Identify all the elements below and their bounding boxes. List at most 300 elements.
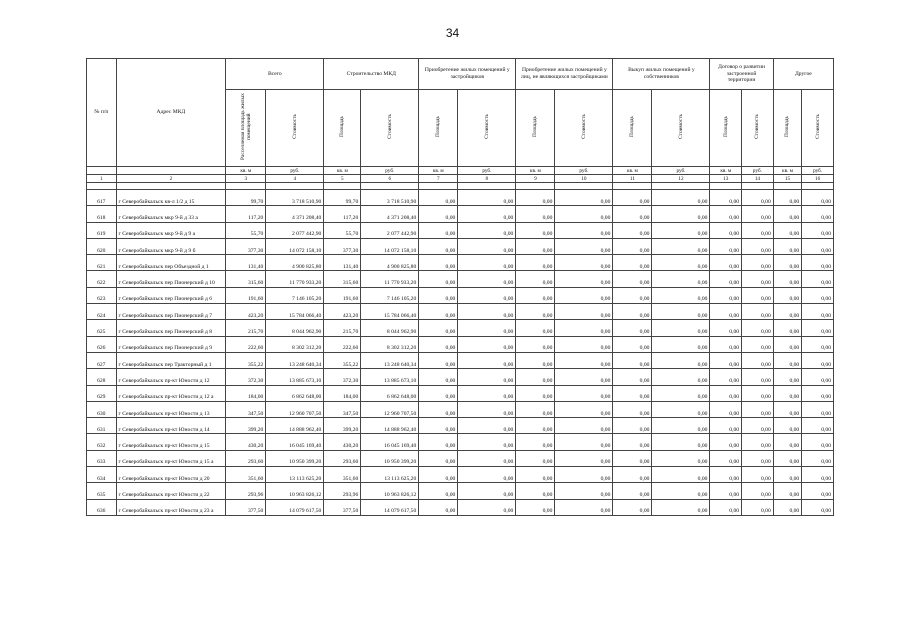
- zero-value-cell: 0,00: [516, 287, 555, 303]
- header-address: Адрес МКД: [116, 59, 226, 167]
- construction-cost-cell: 8 044 962,90: [361, 320, 419, 336]
- zero-value-cell: 0,00: [555, 255, 613, 271]
- address-cell: г Северобайкальск пр-кт Юности д 15: [116, 434, 226, 450]
- total-area-cell: 372,30: [226, 369, 266, 385]
- zero-value-cell: 0,00: [613, 499, 652, 515]
- zero-value-cell: 0,00: [419, 255, 458, 271]
- construction-cost-cell: 10 950 399,20: [361, 450, 419, 466]
- zero-value-cell: 0,00: [710, 467, 742, 483]
- zero-value-cell: 0,00: [742, 499, 774, 515]
- zero-value-cell: 0,00: [458, 483, 516, 499]
- zero-value-cell: 0,00: [419, 483, 458, 499]
- table-row: [87, 206, 834, 222]
- units-cell: руб.: [802, 167, 834, 175]
- zero-value-cell: 0,00: [516, 271, 555, 287]
- zero-value-cell: 0,00: [742, 271, 774, 287]
- column-number: 2: [116, 175, 226, 183]
- zero-value-cell: 0,00: [419, 287, 458, 303]
- spacer-cell: [802, 183, 834, 190]
- row-number: 624: [87, 304, 117, 320]
- zero-value-cell: 0,00: [555, 467, 613, 483]
- total-cost-cell: 13 885 673,10: [266, 369, 324, 385]
- zero-value-cell: 0,00: [773, 206, 801, 222]
- header-row-no: № п/п: [87, 59, 117, 167]
- header-subcolumn-label: Площадь: [784, 116, 791, 138]
- construction-area-cell: 355,22: [324, 352, 361, 368]
- header-subcolumn-label: Стоимость: [580, 114, 587, 140]
- address-cell: г Северобайкальск пер Пионерский д 10: [116, 271, 226, 287]
- zero-value-cell: 0,00: [742, 255, 774, 271]
- zero-value-cell: 0,00: [742, 320, 774, 336]
- zero-value-cell: 0,00: [613, 401, 652, 417]
- column-number: 10: [555, 175, 613, 183]
- construction-cost-cell: 13 248 640,34: [361, 352, 419, 368]
- total-cost-cell: 14 072 158,10: [266, 238, 324, 254]
- zero-value-cell: 0,00: [516, 304, 555, 320]
- zero-value-cell: 0,00: [613, 352, 652, 368]
- zero-value-cell: 0,00: [419, 369, 458, 385]
- units-cell: [116, 167, 226, 175]
- construction-cost-cell: 14 079 617,50: [361, 499, 419, 515]
- construction-area-cell: 351,60: [324, 467, 361, 483]
- construction-cost-cell: 14 072 158,10: [361, 238, 419, 254]
- zero-value-cell: 0,00: [710, 287, 742, 303]
- total-cost-cell: 10 963 826,12: [266, 483, 324, 499]
- zero-value-cell: 0,00: [419, 467, 458, 483]
- units-cell: [87, 167, 117, 175]
- header-group: Договор о развитии застроенной территории: [710, 59, 773, 90]
- table-row: [87, 190, 834, 206]
- spacer-cell: [652, 183, 710, 190]
- column-number: 5: [324, 175, 361, 183]
- header-subcolumn: [516, 90, 555, 167]
- zero-value-cell: 0,00: [773, 352, 801, 368]
- zero-value-cell: 0,00: [458, 434, 516, 450]
- header-subcolumn: [226, 90, 266, 167]
- zero-value-cell: 0,00: [802, 434, 834, 450]
- zero-value-cell: 0,00: [802, 369, 834, 385]
- zero-value-cell: 0,00: [742, 385, 774, 401]
- row-number: 636: [87, 499, 117, 515]
- zero-value-cell: 0,00: [555, 401, 613, 417]
- zero-value-cell: 0,00: [516, 483, 555, 499]
- zero-value-cell: 0,00: [652, 238, 710, 254]
- zero-value-cell: 0,00: [742, 336, 774, 352]
- zero-value-cell: 0,00: [613, 255, 652, 271]
- total-cost-cell: 2 077 442,90: [266, 222, 324, 238]
- header-subcolumn: [266, 90, 324, 167]
- zero-value-cell: 0,00: [516, 190, 555, 206]
- construction-cost-cell: 4 900 825,80: [361, 255, 419, 271]
- zero-value-cell: 0,00: [773, 238, 801, 254]
- header-group: Приобретение жилых помещений у лиц, не являющихся застройщиками: [516, 59, 613, 90]
- total-cost-cell: 13 113 625,20: [266, 467, 324, 483]
- row-number: 617: [87, 190, 117, 206]
- zero-value-cell: 0,00: [458, 401, 516, 417]
- zero-value-cell: 0,00: [802, 304, 834, 320]
- zero-value-cell: 0,00: [555, 320, 613, 336]
- zero-value-cell: 0,00: [458, 222, 516, 238]
- zero-value-cell: 0,00: [419, 418, 458, 434]
- zero-value-cell: 0,00: [613, 467, 652, 483]
- header-group: Выкуп жилых помещений у собственников: [613, 59, 710, 90]
- row-number: 635: [87, 483, 117, 499]
- address-cell: г Северобайкальск пер Пионерский д 6: [116, 287, 226, 303]
- zero-value-cell: 0,00: [458, 190, 516, 206]
- zero-value-cell: 0,00: [555, 418, 613, 434]
- address-cell: г Северобайкальск мкр 9-й д 33 а: [116, 206, 226, 222]
- zero-value-cell: 0,00: [419, 385, 458, 401]
- total-area-cell: 355,22: [226, 352, 266, 368]
- zero-value-cell: 0,00: [802, 467, 834, 483]
- table-row: [87, 467, 834, 483]
- zero-value-cell: 0,00: [742, 483, 774, 499]
- zero-value-cell: 0,00: [516, 238, 555, 254]
- total-cost-cell: 8 302 312,20: [266, 336, 324, 352]
- total-cost-cell: 12 960 707,50: [266, 401, 324, 417]
- zero-value-cell: 0,00: [652, 320, 710, 336]
- zero-value-cell: 0,00: [516, 434, 555, 450]
- zero-value-cell: 0,00: [802, 206, 834, 222]
- total-area-cell: 293,60: [226, 450, 266, 466]
- zero-value-cell: 0,00: [613, 385, 652, 401]
- zero-value-cell: 0,00: [516, 369, 555, 385]
- total-cost-cell: 4 371 208,40: [266, 206, 324, 222]
- zero-value-cell: 0,00: [458, 467, 516, 483]
- total-cost-cell: 10 950 399,20: [266, 450, 324, 466]
- zero-value-cell: 0,00: [652, 434, 710, 450]
- header-subcolumn-label: Площадь: [339, 116, 346, 138]
- header-group: Строительство МКД: [324, 59, 419, 90]
- row-number: 633: [87, 450, 117, 466]
- construction-cost-cell: 11 770 933,20: [361, 271, 419, 287]
- zero-value-cell: 0,00: [710, 271, 742, 287]
- address-cell: г Северобайкальск пр-кт Юности д 23 а: [116, 499, 226, 515]
- row-number: 623: [87, 287, 117, 303]
- table-row: [87, 352, 834, 368]
- construction-area-cell: 55,70: [324, 222, 361, 238]
- zero-value-cell: 0,00: [652, 190, 710, 206]
- total-cost-cell: 11 770 933,20: [266, 271, 324, 287]
- zero-value-cell: 0,00: [419, 352, 458, 368]
- zero-value-cell: 0,00: [613, 271, 652, 287]
- row-number: 631: [87, 418, 117, 434]
- zero-value-cell: 0,00: [555, 304, 613, 320]
- address-cell: г Северобайкальск пр-кт Юности д 12 а: [116, 385, 226, 401]
- header-subcolumn: [652, 90, 710, 167]
- spacer-cell: [87, 183, 117, 190]
- construction-area-cell: 293,60: [324, 450, 361, 466]
- header-subcolumn: [742, 90, 774, 167]
- table-row: [87, 336, 834, 352]
- column-number: 8: [458, 175, 516, 183]
- units-cell: кв. м: [324, 167, 361, 175]
- row-number: 632: [87, 434, 117, 450]
- zero-value-cell: 0,00: [742, 190, 774, 206]
- column-number: 3: [226, 175, 266, 183]
- column-number: 16: [802, 175, 834, 183]
- row-number: 620: [87, 238, 117, 254]
- zero-value-cell: 0,00: [773, 450, 801, 466]
- zero-value-cell: 0,00: [458, 320, 516, 336]
- spacer-cell: [516, 183, 555, 190]
- construction-area-cell: 315,60: [324, 271, 361, 287]
- zero-value-cell: 0,00: [516, 385, 555, 401]
- zero-value-cell: 0,00: [516, 499, 555, 515]
- total-area-cell: 191,60: [226, 287, 266, 303]
- zero-value-cell: 0,00: [555, 190, 613, 206]
- zero-value-cell: 0,00: [742, 467, 774, 483]
- spacer-cell: [226, 183, 266, 190]
- table-row: [87, 401, 834, 417]
- zero-value-cell: 0,00: [710, 320, 742, 336]
- zero-value-cell: 0,00: [710, 418, 742, 434]
- zero-value-cell: 0,00: [458, 369, 516, 385]
- construction-area-cell: 131,40: [324, 255, 361, 271]
- construction-area-cell: 347,50: [324, 401, 361, 417]
- zero-value-cell: 0,00: [613, 238, 652, 254]
- zero-value-cell: 0,00: [613, 369, 652, 385]
- total-cost-cell: 6 862 648,00: [266, 385, 324, 401]
- table-row: [87, 255, 834, 271]
- zero-value-cell: 0,00: [555, 222, 613, 238]
- header-subcolumn: [613, 90, 652, 167]
- units-cell: руб.: [652, 167, 710, 175]
- zero-value-cell: 0,00: [458, 238, 516, 254]
- row-number: 621: [87, 255, 117, 271]
- zero-value-cell: 0,00: [613, 206, 652, 222]
- zero-value-cell: 0,00: [419, 450, 458, 466]
- row-number: 634: [87, 467, 117, 483]
- total-cost-cell: 3 718 510,90: [266, 190, 324, 206]
- header-subcolumn-label: Стоимость: [754, 114, 761, 140]
- header-group: Приобретение жилых помещений у застройщиков: [419, 59, 516, 90]
- zero-value-cell: 0,00: [613, 320, 652, 336]
- zero-value-cell: 0,00: [773, 499, 801, 515]
- construction-area-cell: 99,70: [324, 190, 361, 206]
- zero-value-cell: 0,00: [516, 352, 555, 368]
- zero-value-cell: 0,00: [773, 287, 801, 303]
- header-subcolumn: [773, 90, 801, 167]
- zero-value-cell: 0,00: [802, 190, 834, 206]
- construction-cost-cell: 3 718 510,90: [361, 190, 419, 206]
- total-area-cell: 215,70: [226, 320, 266, 336]
- table-row: [87, 271, 834, 287]
- total-area-cell: 377,50: [226, 499, 266, 515]
- zero-value-cell: 0,00: [555, 483, 613, 499]
- table-row: [87, 385, 834, 401]
- zero-value-cell: 0,00: [458, 385, 516, 401]
- total-cost-cell: 16 045 169,40: [266, 434, 324, 450]
- zero-value-cell: 0,00: [773, 483, 801, 499]
- zero-value-cell: 0,00: [773, 434, 801, 450]
- zero-value-cell: 0,00: [419, 190, 458, 206]
- zero-value-cell: 0,00: [516, 336, 555, 352]
- header-subcolumn-label: Стоимость: [814, 114, 821, 140]
- table-row: [87, 320, 834, 336]
- zero-value-cell: 0,00: [742, 434, 774, 450]
- column-number: 4: [266, 175, 324, 183]
- zero-value-cell: 0,00: [710, 238, 742, 254]
- table-row: [87, 499, 834, 515]
- zero-value-cell: 0,00: [516, 222, 555, 238]
- zero-value-cell: 0,00: [613, 450, 652, 466]
- zero-value-cell: 0,00: [802, 450, 834, 466]
- spacer-cell: [458, 183, 516, 190]
- construction-area-cell: 293,96: [324, 483, 361, 499]
- zero-value-cell: 0,00: [419, 206, 458, 222]
- address-cell: г Северобайкальск мкр 9-й д 9 а: [116, 222, 226, 238]
- zero-value-cell: 0,00: [773, 304, 801, 320]
- header-subcolumn: [419, 90, 458, 167]
- total-cost-cell: 15 784 066,40: [266, 304, 324, 320]
- zero-value-cell: 0,00: [555, 369, 613, 385]
- table-row: [87, 287, 834, 303]
- column-number: 14: [742, 175, 774, 183]
- spacer-cell: [742, 183, 774, 190]
- zero-value-cell: 0,00: [613, 434, 652, 450]
- zero-value-cell: 0,00: [613, 304, 652, 320]
- construction-area-cell: 430,20: [324, 434, 361, 450]
- header-subcolumn-label: Площадь: [532, 116, 539, 138]
- row-number: 622: [87, 271, 117, 287]
- zero-value-cell: 0,00: [773, 369, 801, 385]
- zero-value-cell: 0,00: [458, 352, 516, 368]
- header-subcolumn-label: Стоимость: [291, 114, 298, 140]
- zero-value-cell: 0,00: [742, 418, 774, 434]
- zero-value-cell: 0,00: [555, 271, 613, 287]
- zero-value-cell: 0,00: [802, 499, 834, 515]
- zero-value-cell: 0,00: [652, 255, 710, 271]
- total-area-cell: 399,20: [226, 418, 266, 434]
- zero-value-cell: 0,00: [516, 255, 555, 271]
- zero-value-cell: 0,00: [458, 271, 516, 287]
- spacer-cell: [266, 183, 324, 190]
- header-subcolumn: [802, 90, 834, 167]
- construction-area-cell: 215,70: [324, 320, 361, 336]
- zero-value-cell: 0,00: [419, 271, 458, 287]
- construction-area-cell: 184,00: [324, 385, 361, 401]
- zero-value-cell: 0,00: [710, 483, 742, 499]
- header-subcolumn-label: Стоимость: [483, 114, 490, 140]
- zero-value-cell: 0,00: [419, 304, 458, 320]
- table-row: [87, 418, 834, 434]
- zero-value-cell: 0,00: [742, 206, 774, 222]
- zero-value-cell: 0,00: [652, 352, 710, 368]
- row-number: 619: [87, 222, 117, 238]
- zero-value-cell: 0,00: [802, 320, 834, 336]
- zero-value-cell: 0,00: [742, 222, 774, 238]
- zero-value-cell: 0,00: [419, 222, 458, 238]
- zero-value-cell: 0,00: [458, 336, 516, 352]
- construction-cost-cell: 16 045 169,40: [361, 434, 419, 450]
- construction-cost-cell: 14 888 962,40: [361, 418, 419, 434]
- address-cell: г Северобайкальск пер Пионерский д 9: [116, 336, 226, 352]
- zero-value-cell: 0,00: [458, 255, 516, 271]
- zero-value-cell: 0,00: [652, 287, 710, 303]
- column-number: 6: [361, 175, 419, 183]
- address-cell: г Северобайкальск пр-кт Юности д 15 а: [116, 450, 226, 466]
- page-number: 34: [445, 26, 460, 40]
- zero-value-cell: 0,00: [773, 271, 801, 287]
- zero-value-cell: 0,00: [652, 336, 710, 352]
- table-row: [87, 434, 834, 450]
- zero-value-cell: 0,00: [773, 190, 801, 206]
- header-subcolumn: [324, 90, 361, 167]
- zero-value-cell: 0,00: [742, 352, 774, 368]
- construction-area-cell: 191,60: [324, 287, 361, 303]
- address-cell: г Северобайкальск пр-кт Юности д 13: [116, 401, 226, 417]
- construction-cost-cell: 7 146 105,20: [361, 287, 419, 303]
- spacer-cell: [773, 183, 801, 190]
- construction-cost-cell: 8 302 312,20: [361, 336, 419, 352]
- zero-value-cell: 0,00: [802, 401, 834, 417]
- row-number: 627: [87, 352, 117, 368]
- spacer-cell: [613, 183, 652, 190]
- construction-cost-cell: 10 963 826,12: [361, 483, 419, 499]
- zero-value-cell: 0,00: [773, 401, 801, 417]
- construction-cost-cell: 4 371 208,40: [361, 206, 419, 222]
- zero-value-cell: 0,00: [555, 385, 613, 401]
- zero-value-cell: 0,00: [613, 336, 652, 352]
- zero-value-cell: 0,00: [652, 499, 710, 515]
- zero-value-cell: 0,00: [652, 222, 710, 238]
- spacer-cell: [710, 183, 742, 190]
- total-area-cell: 423,20: [226, 304, 266, 320]
- zero-value-cell: 0,00: [419, 320, 458, 336]
- zero-value-cell: 0,00: [773, 222, 801, 238]
- zero-value-cell: 0,00: [710, 222, 742, 238]
- zero-value-cell: 0,00: [419, 401, 458, 417]
- header-group: Другое: [773, 59, 833, 90]
- address-cell: г Северобайкальск пер Пионерский д 7: [116, 304, 226, 320]
- zero-value-cell: 0,00: [613, 483, 652, 499]
- zero-value-cell: 0,00: [710, 304, 742, 320]
- address-cell: г Северобайкальск мкр 9-й д 9 б: [116, 238, 226, 254]
- zero-value-cell: 0,00: [710, 450, 742, 466]
- construction-area-cell: 222,60: [324, 336, 361, 352]
- address-cell: г Северобайкальск пр-кт Юности д 20: [116, 467, 226, 483]
- table-row: [87, 238, 834, 254]
- table-row: [87, 450, 834, 466]
- spacer-cell: [555, 183, 613, 190]
- zero-value-cell: 0,00: [802, 287, 834, 303]
- zero-value-cell: 0,00: [555, 450, 613, 466]
- zero-value-cell: 0,00: [802, 255, 834, 271]
- header-subcolumn-label: Стоимость: [386, 114, 393, 140]
- construction-cost-cell: 13 113 625,20: [361, 467, 419, 483]
- address-cell: г Северобайкальск пр-кт Юности д 22: [116, 483, 226, 499]
- total-area-cell: 377,30: [226, 238, 266, 254]
- row-number: 628: [87, 369, 117, 385]
- table-row: [87, 483, 834, 499]
- row-number: 626: [87, 336, 117, 352]
- column-number: 11: [613, 175, 652, 183]
- zero-value-cell: 0,00: [516, 418, 555, 434]
- total-area-cell: 347,50: [226, 401, 266, 417]
- row-number: 629: [87, 385, 117, 401]
- header-subcolumn-label: Площадь: [435, 116, 442, 138]
- zero-value-cell: 0,00: [742, 304, 774, 320]
- zero-value-cell: 0,00: [773, 336, 801, 352]
- total-area-cell: 315,60: [226, 271, 266, 287]
- zero-value-cell: 0,00: [613, 222, 652, 238]
- resettlement-table: [86, 58, 834, 516]
- zero-value-cell: 0,00: [802, 483, 834, 499]
- spacer-cell: [419, 183, 458, 190]
- column-number: 7: [419, 175, 458, 183]
- total-area-cell: 117,20: [226, 206, 266, 222]
